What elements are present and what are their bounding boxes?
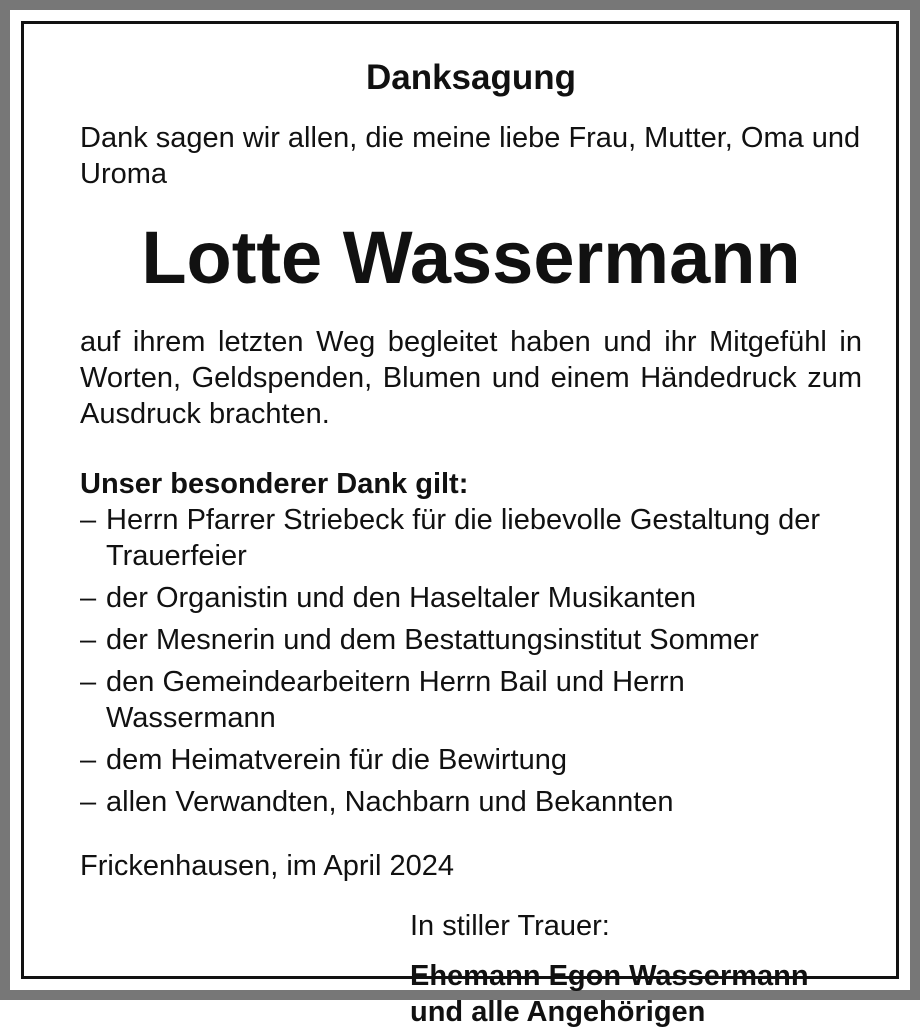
list-dash: – xyxy=(80,744,97,776)
list-item xyxy=(80,784,862,820)
list-item xyxy=(80,580,862,616)
list-item xyxy=(80,502,862,574)
list-item-text: der Organistin und den Haseltaler Musikanten xyxy=(106,582,696,614)
place-date: Frickenhausen, im April 2024 xyxy=(80,850,454,882)
list-dash: – xyxy=(80,504,97,536)
list-item-text: allen Verwandten, Nachbarn und Bekannten xyxy=(106,786,674,818)
list-item xyxy=(80,742,862,778)
notice-intro: Dank sagen wir allen, die meine liebe Frau, Mutter, Oma und Uroma xyxy=(80,122,861,190)
list-dash: – xyxy=(80,786,97,818)
list-item-text: Herrn Pfarrer Striebeck für die liebevolle Gestaltung der Trauerfeier xyxy=(106,504,821,572)
list-dash: – xyxy=(80,582,97,614)
notice-content xyxy=(80,58,862,1030)
list-item-text: den Gemeindearbeitern Herrn Bail und Herrn Wassermann xyxy=(106,666,685,734)
signature-line-1: Ehemann Egon Wassermann xyxy=(410,960,809,992)
list-item-text: dem Heimatverein für die Bewirtung xyxy=(106,744,567,776)
list-dash: – xyxy=(80,624,97,656)
notice-title: Danksagung xyxy=(365,58,577,97)
list-item-text: der Mesnerin und dem Bestattungsinstitut Sommer xyxy=(106,624,759,656)
notice-body: auf ihrem letzten Weg begleitet haben und ihr Mitgefühl in Worten, Geldspenden, Blumen und einem Händedruck zum Ausdruck brachten. xyxy=(80,326,862,430)
signature-line-2: und alle Angehörigen xyxy=(410,996,706,1028)
signature-intro: In stiller Trauer: xyxy=(410,910,610,942)
signature-block xyxy=(410,908,862,1030)
list-item xyxy=(80,664,862,736)
thanks-heading: Unser besonderer Dank gilt: xyxy=(80,468,469,500)
list-dash: – xyxy=(80,666,97,698)
signature-names xyxy=(410,958,862,1030)
list-item xyxy=(80,622,862,658)
deceased-name: Lotte Wassermann xyxy=(141,216,801,299)
thanks-list xyxy=(80,502,862,820)
